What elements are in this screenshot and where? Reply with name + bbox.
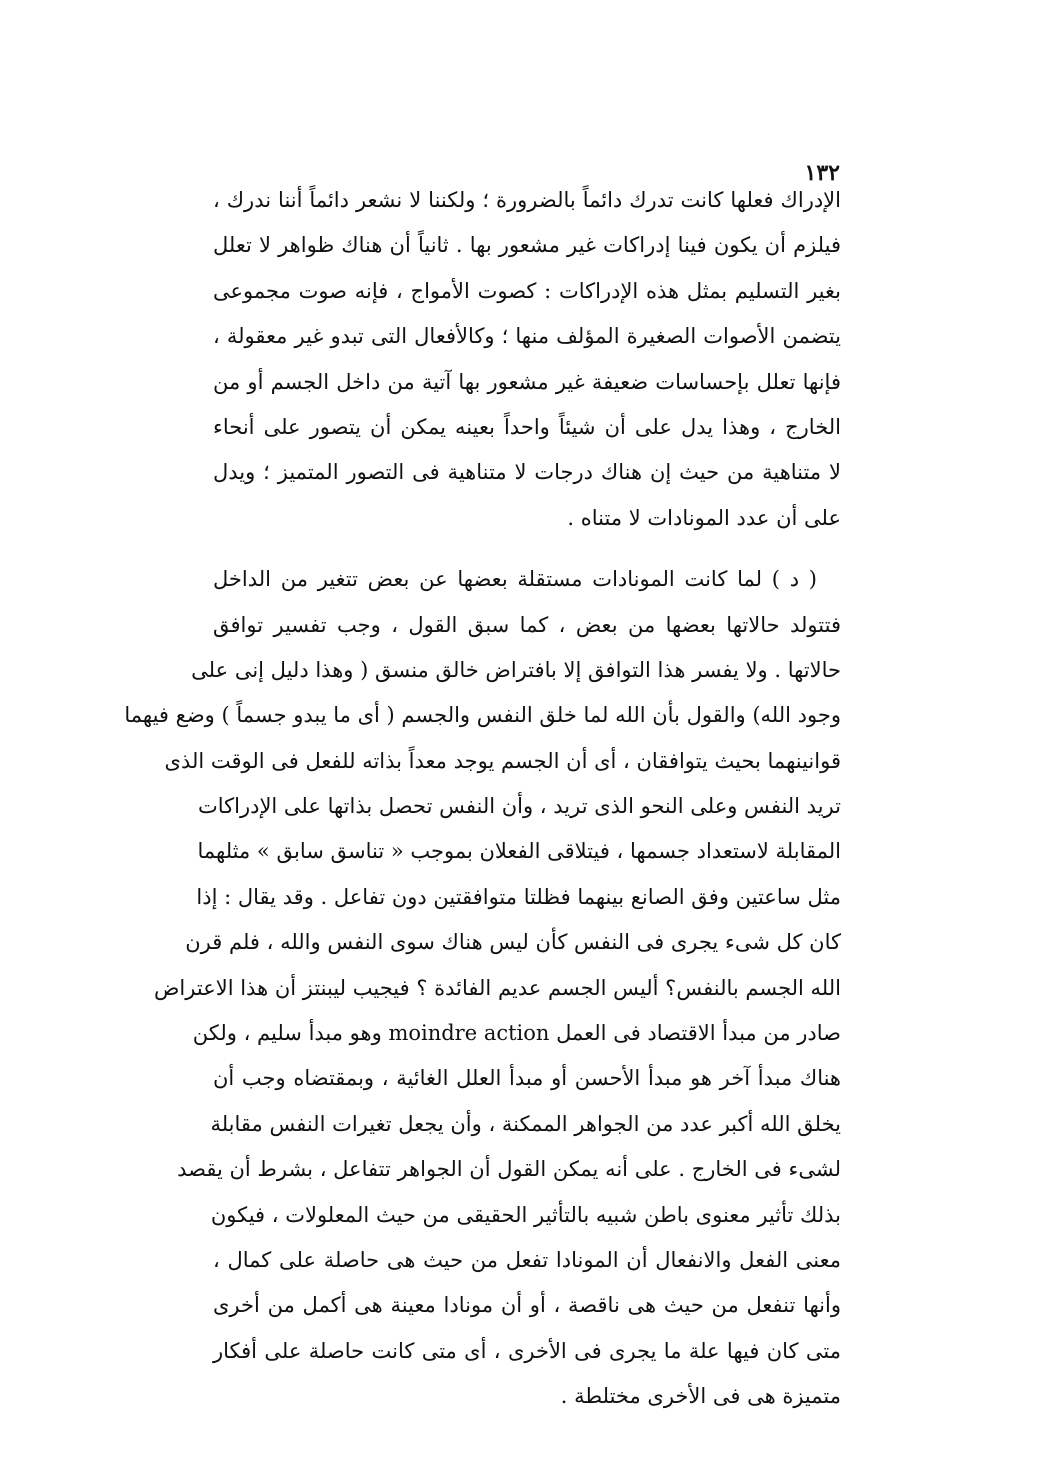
text-line: بغير التسليم بمثل هذه الإدراكات : كصوت الأمواج ، فإنه صوت مجموعى bbox=[213, 278, 841, 303]
text-line: متى كان فيها علة ما يجرى فى الأخرى ، أى متى كانت حاصلة على أفكار bbox=[213, 1338, 841, 1363]
text-line: بذلك تأثير معنوى باطن شبيه بالتأثير الحقيقى من حيث المعلولات ، فيكون bbox=[210, 1202, 841, 1227]
page-number: ١٣٢ bbox=[804, 160, 840, 186]
text-line: قوانينهما بحيث يتوافقان ، أى أن الجسم يوجد معداً بذاته للفعل فى الوقت الذى bbox=[164, 748, 841, 773]
text-line: كان كل شىء يجرى فى النفس كأن ليس هناك سوى النفس والله ، فلم قرن bbox=[185, 930, 841, 955]
text-line: فيلزم أن يكون فينا إدراكات غير مشعور بها . ثانياً أن هناك ظواهر لا تعلل bbox=[213, 233, 841, 258]
paragraph-2 bbox=[124, 557, 841, 1419]
text-line: الإدراك فعلها كانت تدرك دائماً بالضرورة ؛ ولكننا لا نشعر دائماً أننا ندرك ، bbox=[213, 188, 841, 212]
text-line: حالاتها . ولا يفسر هذا التوافق إلا بافتراض خالق منسق ( وهذا دليل إنى على bbox=[191, 657, 841, 682]
paragraph-1 bbox=[213, 178, 841, 541]
text-line: متميزة هى فى الأخرى مختلطة . bbox=[560, 1384, 841, 1409]
text-line: لشىء فى الخارج . على أنه يمكن القول أن الجواهر تتفاعل ، بشرط أن يقصد bbox=[177, 1157, 841, 1182]
text-line: يخلق الله أكبر عدد من الجواهر الممكنة ، وأن يجعل تغيرات النفس مقابلة bbox=[210, 1111, 841, 1136]
text-line: تريد النفس وعلى النحو الذى تريد ، وأن النفس تحصل بذاتها على الإدراكات bbox=[197, 794, 841, 819]
text-line: مثل ساعتين وفق الصانع بينهما فظلتا متوافقتين دون تفاعل . وقد يقال : إذا bbox=[196, 884, 841, 909]
paragraph-gap bbox=[213, 541, 841, 557]
text-line: يتضمن الأصوات الصغيرة المؤلف منها ؛ وكالأفعال التى تبدو غير معقولة ، bbox=[213, 324, 841, 349]
text-line: لا متناهية من حيث إن هناك درجات لا متناهية فى التصور المتميز ؛ ويدل bbox=[213, 460, 841, 485]
text-line: المقابلة لاستعداد جسمها ، فيتلاقى الفعلان بموجب « تناسق سابق » مثلهما bbox=[197, 839, 841, 864]
text-line: صادر من مبدأ الاقتصاد فى العمل moindre action وهو مبدأ سليم ، ولكن bbox=[192, 1021, 841, 1046]
text-line: هناك مبدأ آخر هو مبدأ الأحسن أو مبدأ العلل الغائية ، وبمقتضاه وجب أن bbox=[213, 1066, 841, 1091]
text-line: فتتولد حالاتها بعضها من بعض ، كما سبق القول ، وجب تفسير توافق bbox=[213, 612, 841, 637]
text-line: الخارج ، وهذا يدل على أن شيئاً واحداً بعينه يمكن أن يتصور على أنحاء bbox=[213, 414, 841, 439]
document-body bbox=[124, 178, 841, 1420]
text-line: ( د ) لما كانت المونادات مستقلة بعضها عن بعض تتغير من الداخل bbox=[213, 567, 817, 592]
text-line: فإنها تعلل بإحساسات ضعيفة غير مشعور بها آتية من داخل الجسم أو من bbox=[213, 369, 841, 394]
text-line: الله الجسم بالنفس؟ أليس الجسم عديم الفائدة ؟ فيجيب ليبنتز أن هذا الاعتراض bbox=[154, 975, 841, 1000]
text-line: وأنها تنفعل من حيث هى ناقصة ، أو أن مونادا معينة هى أكمل من أخرى bbox=[213, 1293, 841, 1318]
text-line: وجود الله) والقول بأن الله لما خلق النفس والجسم ( أى ما يبدو جسماً ) وضع فيهما bbox=[124, 703, 841, 728]
text-line: معنى الفعل والانفعال أن المونادا تفعل من حيث هى حاصلة على كمال ، bbox=[213, 1247, 841, 1272]
text-line: على أن عدد المونادات لا متناه . bbox=[567, 505, 841, 530]
